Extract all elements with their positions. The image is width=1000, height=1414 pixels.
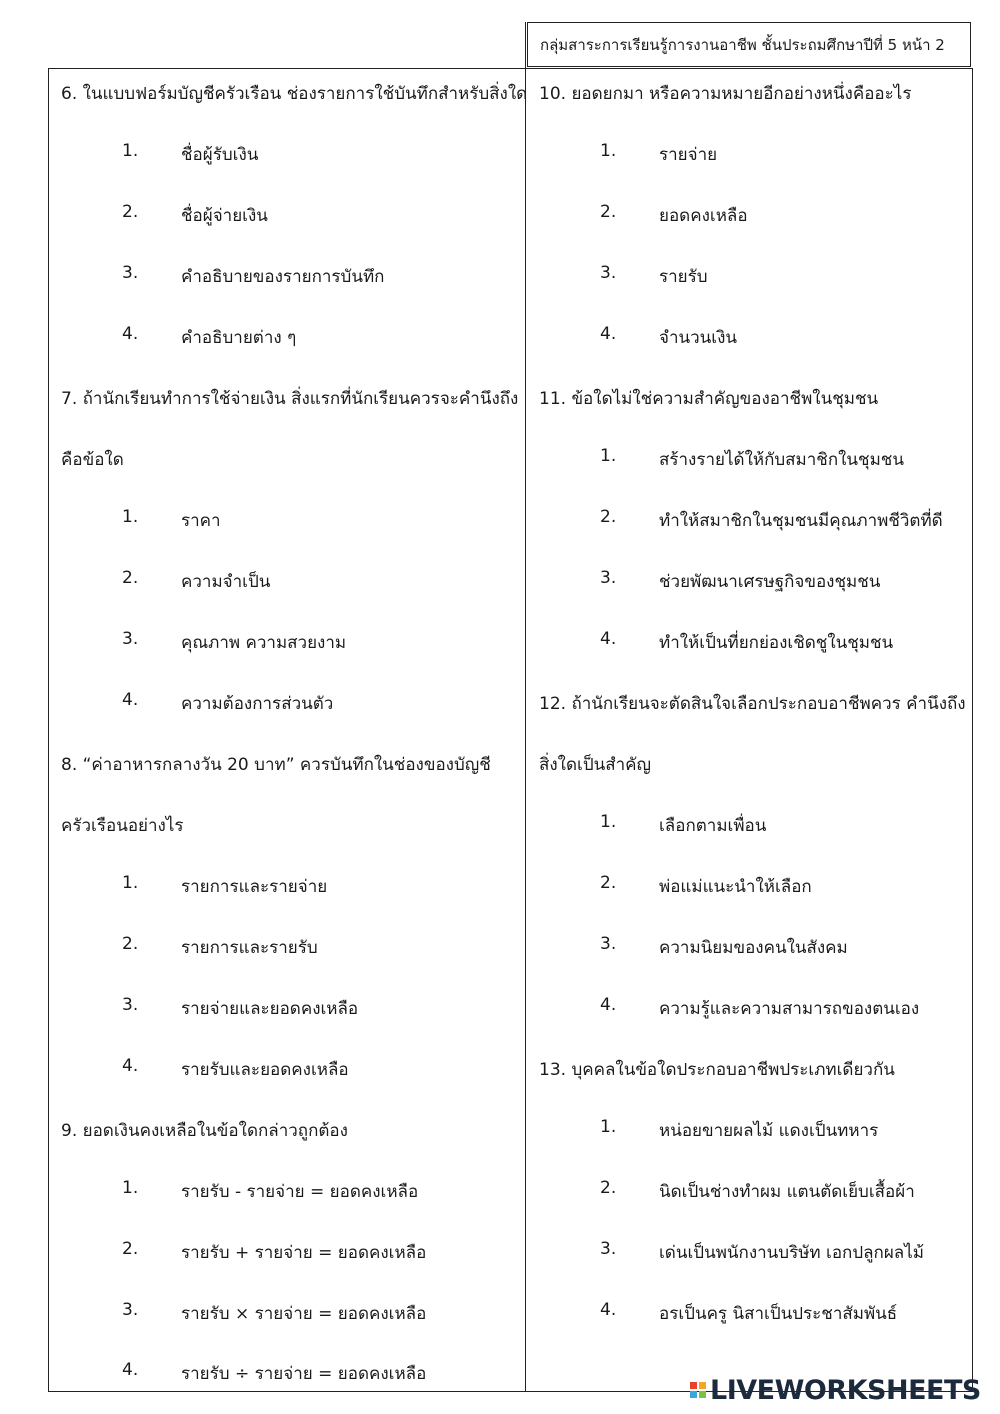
liveworksheets-logo-icon bbox=[690, 1382, 706, 1398]
question-11: 11. ข้อใดไม่ใช่ความสำคัญของอาชีพในชุมชน bbox=[539, 389, 879, 409]
logo-square-green bbox=[699, 1391, 706, 1398]
logo-square-orange bbox=[699, 1382, 706, 1389]
question-12-line-2: สิ่งใดเป็นสำคัญ bbox=[539, 755, 652, 775]
question-8-line-2: ครัวเรือนอย่างไร bbox=[61, 816, 184, 836]
question-7-line-2: คือข้อใด bbox=[61, 450, 124, 470]
logo-square-blue bbox=[690, 1391, 697, 1398]
question-8-line-1: 8. “ค่าอาหารกลางวัน 20 บาท” ควรบันทึกในช่องของบัญชี bbox=[61, 755, 491, 775]
question-12-line-1: 12. ถ้านักเรียนจะตัดสินใจเลือกประกอบอาชีพควร คำนึงถึง bbox=[539, 694, 966, 714]
header-text: กลุ่มสาระการเรียนรู้การงานอาชีพ ชั้นประถมศึกษาปีที่ 5 หน้า 2 bbox=[540, 35, 945, 54]
page-header bbox=[527, 22, 971, 67]
question-10: 10. ยอดยกมา หรือความหมายอีกอย่างหนึ่งคืออะไร bbox=[539, 84, 912, 104]
logo-text: LIVEWORKSHEETS bbox=[710, 1374, 981, 1406]
liveworksheets-logo bbox=[690, 1375, 981, 1405]
question-6: 6. ในแบบฟอร์มบัญชีครัวเรือน ช่องรายการใช้บันทึกสำหรับสิ่งใด bbox=[61, 84, 528, 104]
question-13: 13. บุคคลในข้อใดประกอบอาชีพประเภทเดียวกัน bbox=[539, 1060, 895, 1080]
question-7-line-1: 7. ถ้านักเรียนทำการใช้จ่ายเงิน สิ่งแรกที่นักเรียนควรจะคำนึงถึง bbox=[61, 389, 519, 409]
logo-square-red bbox=[690, 1382, 697, 1389]
column-divider bbox=[525, 22, 526, 1392]
question-9: 9. ยอดเงินคงเหลือในข้อใดกล่าวถูกต้อง bbox=[61, 1121, 348, 1141]
